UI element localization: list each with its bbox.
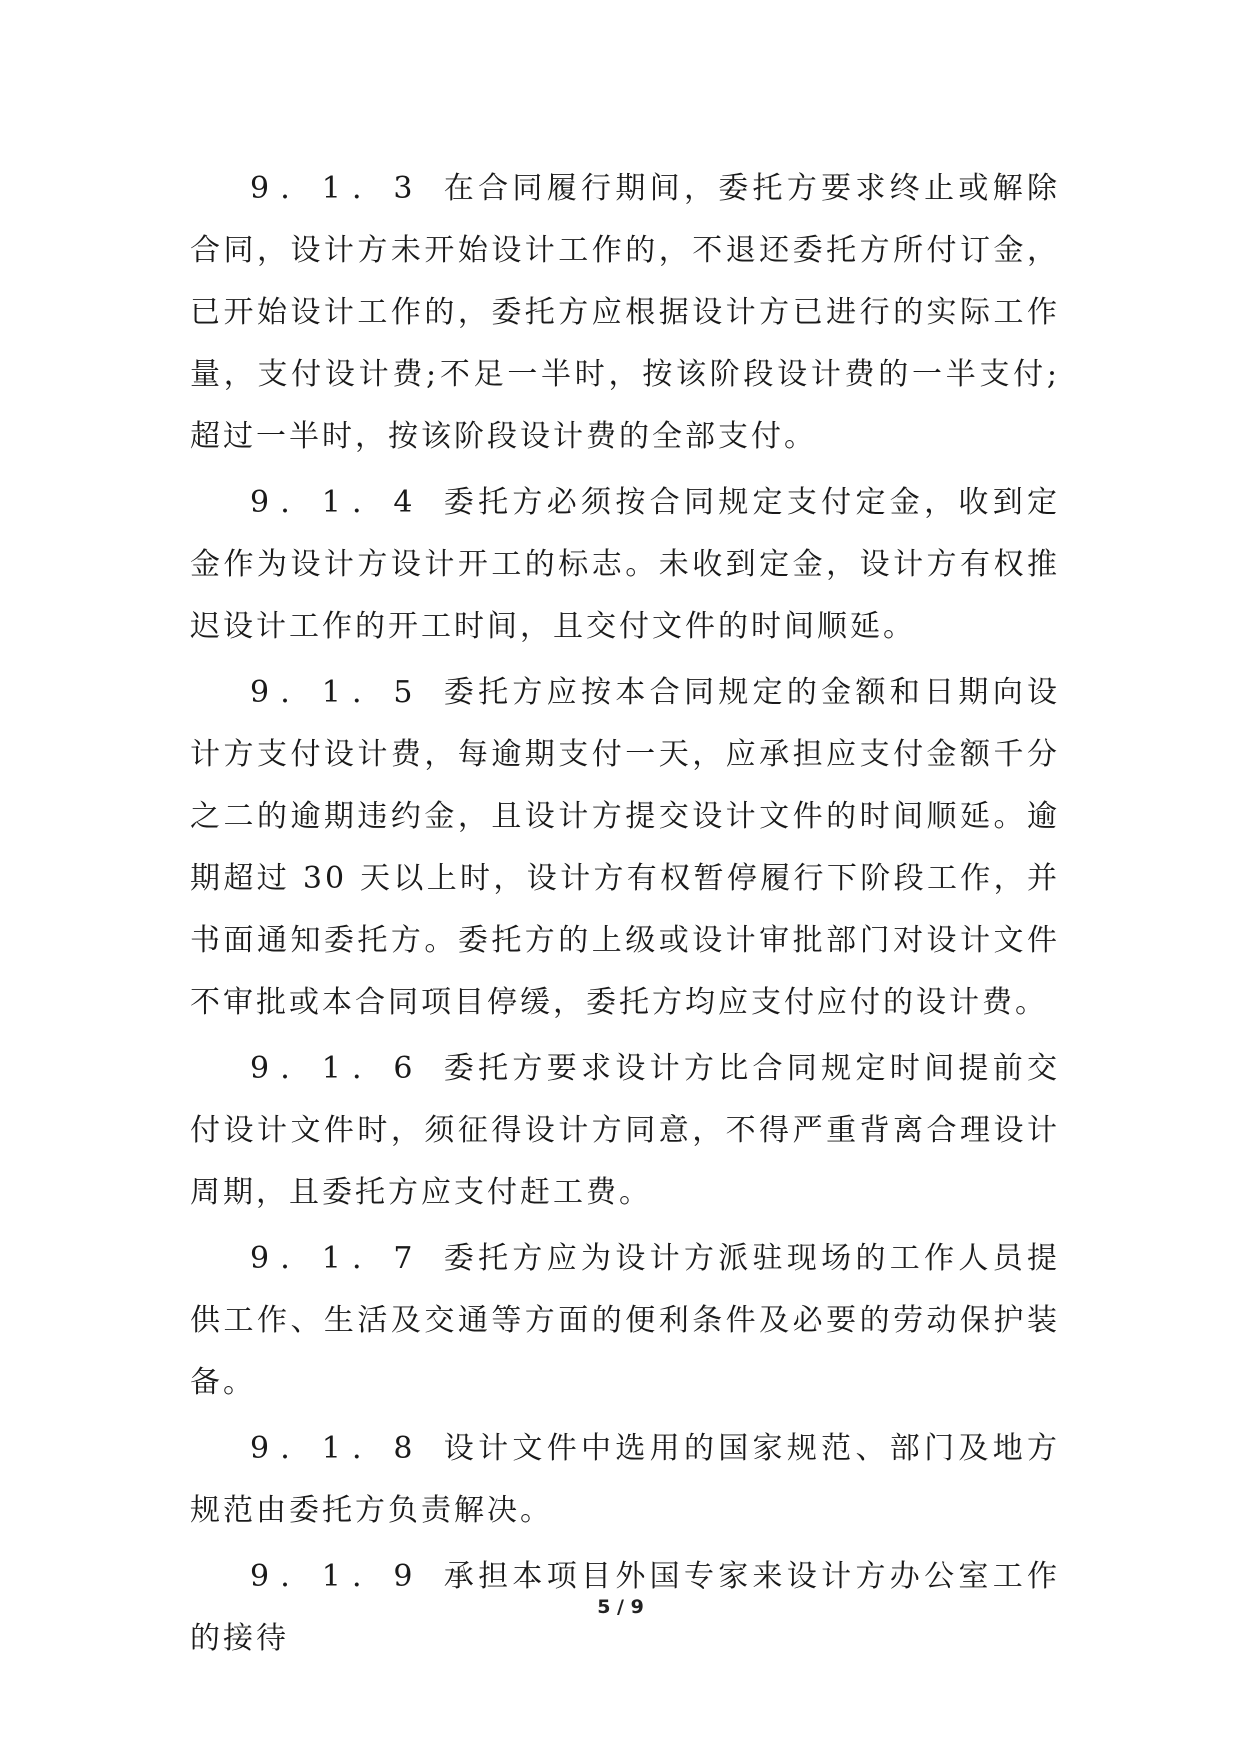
- clause-number: 9．1．3: [250, 171, 423, 206]
- clause-9-1-3: [190, 158, 1060, 468]
- clause-9-1-6: [190, 1038, 1060, 1224]
- clause-number: 9．1．7: [250, 1241, 423, 1276]
- clause-number: 9．1．9: [250, 1559, 423, 1594]
- clause-number: 9．1．8: [250, 1431, 423, 1466]
- clause-number: 9．1．5: [250, 675, 423, 710]
- page-indicator: 5 / 9: [597, 1596, 644, 1618]
- clause-text: 设计文件中选用的国家规范、部门及地方规范由委托方负责解决。: [190, 1431, 1061, 1528]
- clause-9-1-4: [190, 472, 1060, 658]
- clause-text: 委托方应为设计方派驻现场的工作人员提供工作、生活及交通等方面的便利条件及必要的劳动保护装备。: [190, 1241, 1061, 1400]
- clause-number: 9．1．4: [250, 485, 423, 520]
- clause-text: 委托方必须按合同规定支付定金，收到定金作为设计方设计开工的标志。未收到定金，设计方有权推迟设计工作的开工时间，且交付文件的时间顺延。: [190, 485, 1061, 644]
- clause-9-1-5: [190, 662, 1060, 1034]
- clause-text: 承担本项目外国专家来设计方办公室工作的接待: [190, 1559, 1061, 1656]
- clause-text: 委托方应按本合同规定的金额和日期向设计方支付设计费，每逾期支付一天，应承担应支付金额千分之二的逾期违约金，且设计方提交设计文件的时间顺延。逾期超过 30 天以上时，设计方有权暂停履行下阶段工作，并书面通知委托方。委托方的上级或设计审批部门对设计文件不审批或本合同项目停缓，委托方均应支付应付的设计费。: [190, 675, 1061, 1020]
- clause-number: 9．1．6: [250, 1051, 423, 1086]
- clause-9-1-8: [190, 1418, 1060, 1542]
- clause-text: 在合同履行期间，委托方要求终止或解除合同，设计方未开始设计工作的，不退还委托方所付订金，已开始设计工作的，委托方应根据设计方已进行的实际工作量，支付设计费;不足一半时，按该阶段设计费的一半支付;超过一半时，按该阶段设计费的全部支付。: [190, 171, 1061, 454]
- clause-text: 委托方要求设计方比合同规定时间提前交付设计文件时，须征得设计方同意，不得严重背离合理设计周期，且委托方应支付赶工费。: [190, 1051, 1061, 1210]
- document-body: [190, 158, 1060, 1674]
- clause-9-1-7: [190, 1228, 1060, 1414]
